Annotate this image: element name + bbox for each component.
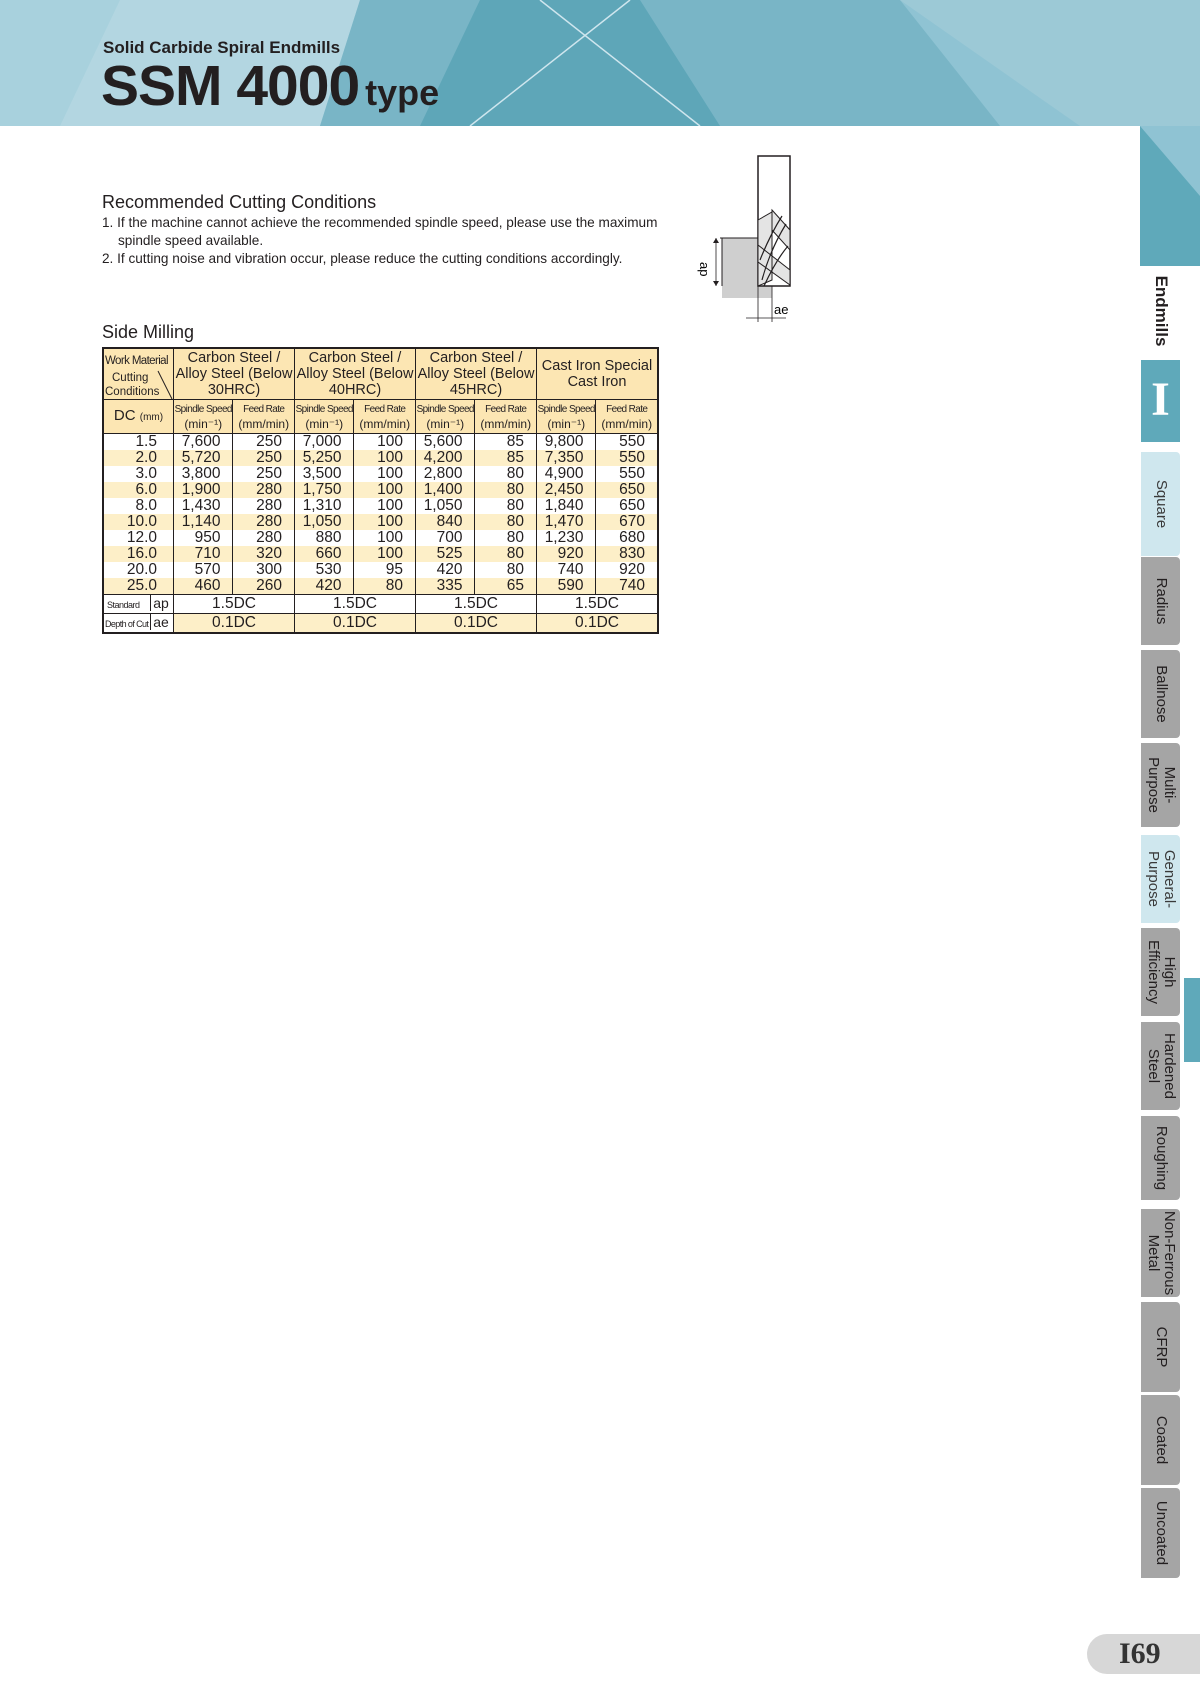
standard-label: Standard: [107, 600, 140, 610]
dc-cell: 2.0: [103, 450, 174, 466]
sidebar-tab-label: General- Purpose: [1144, 849, 1178, 909]
feed-header: Feed Rate (mm/min): [354, 400, 416, 434]
sidebar-tab-label: Radius: [1152, 577, 1170, 625]
spindle-cell: 660: [295, 546, 354, 562]
table-row: [103, 514, 658, 530]
sidebar-tab-label: Uncoated: [1152, 1500, 1170, 1566]
feed-cell: 100: [354, 466, 416, 482]
title-suffix: type: [365, 72, 440, 113]
spindle-cell: 1,430: [174, 498, 233, 514]
spindle-cell: 740: [537, 562, 596, 578]
header-band: [0, 0, 1200, 126]
spindle-cell: 2,800: [416, 466, 475, 482]
ae-value: 0.1DC: [174, 614, 295, 634]
spindle-cell: 530: [295, 562, 354, 578]
ap-value: 1.5DC: [295, 595, 416, 614]
sidebar-tab-label: Square: [1152, 479, 1170, 529]
dc-cell: 6.0: [103, 482, 174, 498]
table-body: [103, 434, 658, 595]
feed-header: Feed Rate (mm/min): [233, 400, 295, 434]
spindle-cell: 840: [416, 514, 475, 530]
feed-cell: 280: [233, 514, 295, 530]
sidebar-tab-label: Non-Ferrous Metal: [1144, 1210, 1178, 1296]
feed-cell: 80: [475, 466, 537, 482]
sidebar-tab-square[interactable]: [1141, 452, 1180, 556]
feed-cell: 260: [233, 578, 295, 595]
spindle-cell: 4,900: [537, 466, 596, 482]
feed-cell: 300: [233, 562, 295, 578]
sidebar-tab-non-ferrous-metal[interactable]: [1141, 1209, 1180, 1297]
feed-cell: 250: [233, 466, 295, 482]
feed-cell: 830: [596, 546, 658, 562]
ae-value: 0.1DC: [416, 614, 537, 634]
feed-cell: 95: [354, 562, 416, 578]
dc-cell: 1.5: [103, 434, 174, 451]
spindle-cell: 3,800: [174, 466, 233, 482]
table-row: [103, 530, 658, 546]
spindle-cell: 3,500: [295, 466, 354, 482]
feed-cell: 320: [233, 546, 295, 562]
sidebar-tab-hardened-steel[interactable]: [1141, 1022, 1180, 1110]
spindle-cell: 920: [537, 546, 596, 562]
feed-cell: 650: [596, 482, 658, 498]
spindle-cell: 5,720: [174, 450, 233, 466]
sidebar-tab-label: Coated: [1152, 1415, 1170, 1465]
ap-value: 1.5DC: [537, 595, 659, 614]
table-row: [103, 466, 658, 482]
feed-cell: 80: [475, 530, 537, 546]
sidebar-tab-roughing[interactable]: [1141, 1116, 1180, 1200]
sidebar-tab-label: CFRP: [1152, 1326, 1170, 1368]
dc-cell: 12.0: [103, 530, 174, 546]
spindle-cell: 1,050: [295, 514, 354, 530]
current-section-marker: [1184, 978, 1200, 1062]
note-item: 2. If cutting noise and vibration occur, please reduce the cutting conditions accordingly.: [102, 251, 623, 266]
depth-label: Depth of Cut: [105, 619, 149, 629]
sidebar-tab-label: Hardened Steel: [1144, 1033, 1178, 1099]
dc-cell: 20.0: [103, 562, 174, 578]
spindle-cell: 335: [416, 578, 475, 595]
feed-cell: 80: [475, 514, 537, 530]
spindle-cell: 700: [416, 530, 475, 546]
ap-label: ap: [697, 262, 712, 277]
title-main: SSM 4000: [101, 54, 360, 118]
table-row: [103, 562, 658, 578]
ap-value: 1.5DC: [174, 595, 295, 614]
feed-cell: 740: [596, 578, 658, 595]
spindle-cell: 1,140: [174, 514, 233, 530]
sidebar-tab-label: Roughing: [1152, 1125, 1170, 1191]
spindle-cell: 710: [174, 546, 233, 562]
table-row: [103, 450, 658, 466]
sidebar-tab-ballnose[interactable]: [1141, 650, 1180, 738]
notes-list: [102, 214, 682, 268]
corner-cutting: Cutting: [112, 372, 149, 384]
feed-cell: 80: [354, 578, 416, 595]
notes-heading: Recommended Cutting Conditions: [102, 192, 377, 212]
spindle-header: Spindle Speed (min⁻¹): [416, 400, 475, 434]
feed-header: Feed Rate (mm/min): [475, 400, 537, 434]
corner-work-material: Work Material: [105, 355, 168, 367]
sidebar-tab-label: Ballnose: [1152, 665, 1170, 723]
feed-cell: 80: [475, 546, 537, 562]
sidebar-tab-multi-purpose[interactable]: [1141, 743, 1180, 827]
cutting-conditions-table: [102, 347, 659, 634]
dc-cell: 25.0: [103, 578, 174, 595]
table-heading: Side Milling: [102, 322, 195, 342]
ae-symbol: ae: [150, 614, 171, 630]
feed-cell: 920: [596, 562, 658, 578]
spindle-cell: 7,600: [174, 434, 233, 451]
spindle-cell: 5,250: [295, 450, 354, 466]
material-header: Carbon Steel / Alloy Steel (Below 45HRC): [416, 348, 537, 400]
material-header: Cast Iron Special Cast Iron: [537, 348, 659, 400]
ae-value: 0.1DC: [537, 614, 659, 634]
spindle-cell: 1,400: [416, 482, 475, 498]
sidebar-tab-high-efficiency[interactable]: [1141, 928, 1180, 1016]
table-row: [103, 482, 658, 498]
feed-cell: 550: [596, 434, 658, 451]
endmill-diagram: [690, 150, 800, 330]
feed-cell: 250: [233, 434, 295, 451]
right-decoration: [1140, 126, 1200, 266]
feed-cell: 100: [354, 482, 416, 498]
spindle-cell: 1,840: [537, 498, 596, 514]
feed-cell: 100: [354, 514, 416, 530]
sidebar-tab-uncoated[interactable]: [1141, 1488, 1180, 1578]
page-title: [101, 54, 439, 125]
spindle-header: Spindle Speed (min⁻¹): [295, 400, 354, 434]
material-header: Carbon Steel / Alloy Steel (Below 30HRC): [174, 348, 295, 400]
spindle-cell: 1,470: [537, 514, 596, 530]
ap-symbol: ap: [150, 595, 171, 611]
feed-cell: 280: [233, 530, 295, 546]
feed-cell: 550: [596, 450, 658, 466]
spindle-cell: 420: [416, 562, 475, 578]
sidebar-tab-general-purpose[interactable]: [1141, 835, 1180, 923]
table-row: [103, 546, 658, 562]
header-subtitle: Solid Carbide Spiral Endmills: [103, 38, 341, 57]
spindle-cell: 4,200: [416, 450, 475, 466]
feed-cell: 80: [475, 562, 537, 578]
feed-cell: 85: [475, 434, 537, 451]
dc-cell: 10.0: [103, 514, 174, 530]
spindle-cell: 7,000: [295, 434, 354, 451]
ae-label: ae: [774, 302, 789, 317]
sidebar-tab-coated[interactable]: [1141, 1395, 1180, 1485]
dc-header: DC (mm): [103, 400, 174, 434]
spindle-cell: 5,600: [416, 434, 475, 451]
chapter-tab-active[interactable]: I: [1141, 360, 1180, 442]
spindle-cell: 1,750: [295, 482, 354, 498]
feed-cell: 100: [354, 434, 416, 451]
feed-cell: 100: [354, 498, 416, 514]
spindle-cell: 7,350: [537, 450, 596, 466]
spindle-header: Spindle Speed (min⁻¹): [174, 400, 233, 434]
spindle-cell: 1,310: [295, 498, 354, 514]
corner-conditions: Conditions: [105, 386, 160, 398]
sidebar-tab-label: Multi- Purpose: [1144, 757, 1178, 813]
table-row: [103, 498, 658, 514]
feed-cell: 100: [354, 546, 416, 562]
feed-cell: 250: [233, 450, 295, 466]
feed-cell: 100: [354, 450, 416, 466]
spindle-header: Spindle Speed (min⁻¹): [537, 400, 596, 434]
spindle-cell: 570: [174, 562, 233, 578]
feed-cell: 80: [475, 498, 537, 514]
feed-cell: 280: [233, 482, 295, 498]
feed-cell: 85: [475, 450, 537, 466]
spindle-cell: 9,800: [537, 434, 596, 451]
feed-cell: 100: [354, 530, 416, 546]
sidebar-tab-radius[interactable]: [1141, 557, 1180, 645]
feed-cell: 280: [233, 498, 295, 514]
feed-cell: 650: [596, 498, 658, 514]
material-header: Carbon Steel / Alloy Steel (Below 40HRC): [295, 348, 416, 400]
dc-cell: 16.0: [103, 546, 174, 562]
sidebar-tab-cfrp[interactable]: [1141, 1302, 1180, 1392]
feed-cell: 65: [475, 578, 537, 595]
note-item: 1. If the machine cannot achieve the recommended spindle speed, please use the maximum spindle speed available.: [102, 215, 658, 248]
ae-value: 0.1DC: [295, 614, 416, 634]
feed-cell: 680: [596, 530, 658, 546]
spindle-cell: 460: [174, 578, 233, 595]
page-number: I69: [1087, 1634, 1200, 1674]
spindle-cell: 1,050: [416, 498, 475, 514]
feed-cell: 80: [475, 482, 537, 498]
ap-value: 1.5DC: [416, 595, 537, 614]
table-corner: [103, 348, 174, 400]
spindle-cell: 1,900: [174, 482, 233, 498]
feed-header: Feed Rate (mm/min): [596, 400, 658, 434]
dc-cell: 8.0: [103, 498, 174, 514]
spindle-cell: 1,230: [537, 530, 596, 546]
section-label-endmills: Endmills: [1151, 275, 1171, 347]
spindle-cell: 525: [416, 546, 475, 562]
spindle-cell: 2,450: [537, 482, 596, 498]
spindle-cell: 420: [295, 578, 354, 595]
sidebar-tab-label: High Efficiency: [1144, 940, 1178, 1004]
feed-cell: 670: [596, 514, 658, 530]
feed-cell: 550: [596, 466, 658, 482]
table-row: [103, 578, 658, 595]
spindle-cell: 590: [537, 578, 596, 595]
dc-cell: 3.0: [103, 466, 174, 482]
spindle-cell: 880: [295, 530, 354, 546]
spindle-cell: 950: [174, 530, 233, 546]
table-row: [103, 434, 658, 451]
